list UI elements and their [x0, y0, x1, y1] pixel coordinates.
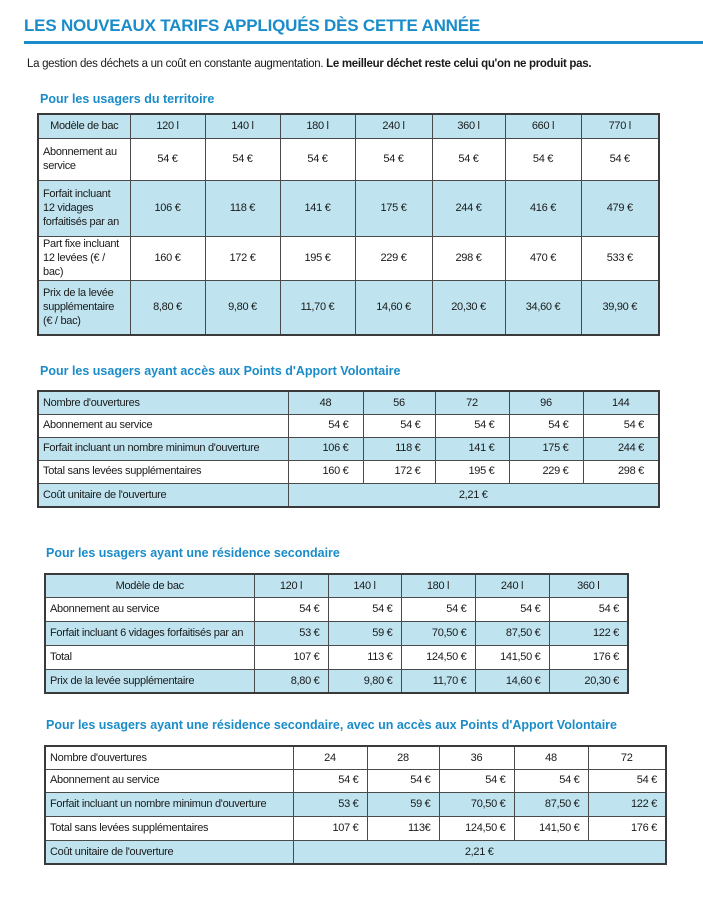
- value-cell: 141,50 €: [514, 816, 588, 840]
- value-cell: 172 €: [363, 460, 435, 483]
- value-cell: 160 €: [130, 236, 205, 280]
- section-title-residence-secondaire: Pour les usagers ayant une résidence secondaire: [46, 546, 340, 560]
- value-cell: 54 €: [328, 597, 401, 621]
- unit-cost-cell: 2,21 €: [288, 483, 659, 507]
- value-cell: 8,80 €: [130, 280, 205, 335]
- header-cell: 96: [509, 391, 583, 414]
- label-line: (€ / bac): [43, 315, 81, 328]
- value-cell: 416 €: [505, 180, 581, 236]
- value-cell: 54 €: [205, 138, 280, 180]
- header-cell: 240 l: [355, 114, 432, 138]
- label-line: Part fixe incluant: [43, 237, 119, 250]
- table-row: [45, 816, 666, 840]
- value-cell: 122 €: [588, 792, 666, 816]
- value-cell: 54 €: [130, 138, 205, 180]
- header-cell: Modèle de bac: [45, 574, 254, 597]
- value-cell: 34,60 €: [505, 280, 581, 335]
- value-cell: 229 €: [509, 460, 583, 483]
- value-cell: 54 €: [288, 414, 363, 437]
- header-cell: 28: [367, 746, 439, 769]
- table-row: [38, 138, 659, 180]
- row-label: [38, 280, 130, 335]
- table-row: [45, 792, 666, 816]
- value-cell: 11,70 €: [280, 280, 355, 335]
- value-cell: 54 €: [254, 597, 328, 621]
- value-cell: 54 €: [514, 769, 588, 792]
- value-cell: 124,50 €: [401, 645, 475, 669]
- table-row: [38, 280, 659, 335]
- value-cell: 54 €: [505, 138, 581, 180]
- value-cell: 54 €: [581, 138, 659, 180]
- value-cell: 106 €: [130, 180, 205, 236]
- value-cell: 172 €: [205, 236, 280, 280]
- value-cell: 298 €: [432, 236, 505, 280]
- value-cell: 141 €: [280, 180, 355, 236]
- header-cell: 180 l: [401, 574, 475, 597]
- value-cell: 9,80 €: [205, 280, 280, 335]
- value-cell: 244 €: [432, 180, 505, 236]
- label-line: forfaitisés par an: [43, 216, 119, 229]
- row-label: Prix de la levée supplémentaire: [45, 669, 254, 693]
- value-cell: 106 €: [288, 437, 363, 460]
- row-label: Coût unitaire de l'ouverture: [45, 840, 293, 864]
- table-territoire: [37, 113, 660, 336]
- table-row: [38, 180, 659, 236]
- value-cell: 54 €: [588, 769, 666, 792]
- intro-text: [27, 58, 687, 70]
- section-title-territoire: Pour les usagers du territoire: [40, 92, 215, 106]
- header-cell: 660 l: [505, 114, 581, 138]
- table-row: [45, 621, 628, 645]
- row-label: [38, 138, 130, 180]
- table-residence-secondaire: [44, 573, 629, 694]
- value-cell: 54 €: [280, 138, 355, 180]
- row-label: [38, 180, 130, 236]
- value-cell: 20,30 €: [549, 669, 628, 693]
- value-cell: 14,60 €: [475, 669, 549, 693]
- value-cell: 195 €: [280, 236, 355, 280]
- value-cell: 533 €: [581, 236, 659, 280]
- value-cell: 175 €: [355, 180, 432, 236]
- value-cell: 70,50 €: [439, 792, 514, 816]
- header-cell: 56: [363, 391, 435, 414]
- value-cell: 59 €: [367, 792, 439, 816]
- value-cell: 229 €: [355, 236, 432, 280]
- title-rule: [24, 41, 703, 44]
- header-cell: 360 l: [549, 574, 628, 597]
- intro-bold: Le meilleur déchet reste celui qu'on ne produit pas.: [326, 58, 592, 70]
- table-header-row: [38, 391, 659, 414]
- section-title-pav: Pour les usagers ayant accès aux Points d'Apport Volontaire: [40, 364, 401, 378]
- header-cell: 120 l: [130, 114, 205, 138]
- value-cell: 70,50 €: [401, 621, 475, 645]
- row-label: [38, 236, 130, 280]
- value-cell: 20,30 €: [432, 280, 505, 335]
- header-cell: 140 l: [328, 574, 401, 597]
- row-label: Forfait incluant un nombre minimun d'ouverture: [38, 437, 288, 460]
- header-cell: 180 l: [280, 114, 355, 138]
- row-label: Total sans levées supplémentaires: [45, 816, 293, 840]
- value-cell: 118 €: [205, 180, 280, 236]
- label-line: Prix de la levée: [43, 286, 114, 299]
- value-cell: 54 €: [475, 597, 549, 621]
- value-cell: 54 €: [439, 769, 514, 792]
- value-cell: 14,60 €: [355, 280, 432, 335]
- value-cell: 39,90 €: [581, 280, 659, 335]
- row-label: Abonnement au service: [45, 769, 293, 792]
- label-line: service: [43, 160, 76, 172]
- value-cell: 53 €: [254, 621, 328, 645]
- row-label: Abonnement au service: [38, 414, 288, 437]
- value-cell: 54 €: [509, 414, 583, 437]
- value-cell: 54 €: [549, 597, 628, 621]
- value-cell: 176 €: [588, 816, 666, 840]
- header-cell: 770 l: [581, 114, 659, 138]
- table-row: [45, 645, 628, 669]
- row-label: Forfait incluant un nombre minimun d'ouverture: [45, 792, 293, 816]
- header-cell: Nombre d'ouvertures: [45, 746, 293, 769]
- header-cell: 48: [514, 746, 588, 769]
- row-label: Forfait incluant 6 vidages forfaitisés par an: [45, 621, 254, 645]
- table-row: [45, 669, 628, 693]
- value-cell: 11,70 €: [401, 669, 475, 693]
- value-cell: 107 €: [293, 816, 367, 840]
- row-label: Coût unitaire de l'ouverture: [38, 483, 288, 507]
- value-cell: 54 €: [432, 138, 505, 180]
- table-row: [38, 437, 659, 460]
- value-cell: 141 €: [435, 437, 509, 460]
- table-header-row: [45, 746, 666, 769]
- value-cell: 54 €: [583, 414, 659, 437]
- header-cell: 36: [439, 746, 514, 769]
- value-cell: 54 €: [435, 414, 509, 437]
- value-cell: 118 €: [363, 437, 435, 460]
- header-cell: 72: [588, 746, 666, 769]
- value-cell: 59 €: [328, 621, 401, 645]
- table-row: [45, 769, 666, 792]
- label-line: supplémentaire: [43, 301, 115, 314]
- header-cell: 360 l: [432, 114, 505, 138]
- value-cell: 175 €: [509, 437, 583, 460]
- value-cell: 479 €: [581, 180, 659, 236]
- value-cell: 244 €: [583, 437, 659, 460]
- table-row: [45, 840, 666, 864]
- unit-cost-cell: 2,21 €: [293, 840, 666, 864]
- value-cell: 54 €: [363, 414, 435, 437]
- header-cell: Modèle de bac: [38, 114, 130, 138]
- table-row: [38, 414, 659, 437]
- row-label: Abonnement au service: [45, 597, 254, 621]
- value-cell: 54 €: [355, 138, 432, 180]
- label-line: 12 vidages: [43, 201, 94, 214]
- value-cell: 298 €: [583, 460, 659, 483]
- value-cell: 54 €: [367, 769, 439, 792]
- value-cell: 54 €: [401, 597, 475, 621]
- table-header-row: [45, 574, 628, 597]
- header-cell: 48: [288, 391, 363, 414]
- value-cell: 113 €: [328, 645, 401, 669]
- header-cell: Nombre d'ouvertures: [38, 391, 288, 414]
- table-header-row: [38, 114, 659, 138]
- value-cell: 54 €: [293, 769, 367, 792]
- header-cell: 240 l: [475, 574, 549, 597]
- row-label: Total sans levées supplémentaires: [38, 460, 288, 483]
- row-label: Total: [45, 645, 254, 669]
- value-cell: 113€: [367, 816, 439, 840]
- value-cell: 124,50 €: [439, 816, 514, 840]
- header-cell: 120 l: [254, 574, 328, 597]
- label-line: Abonnement au: [43, 145, 117, 158]
- table-row: [38, 236, 659, 280]
- section-title-residence-secondaire-pav: Pour les usagers ayant une résidence secondaire, avec un accès aux Points d'Apport Volontaire: [46, 718, 617, 732]
- value-cell: 470 €: [505, 236, 581, 280]
- header-cell: 24: [293, 746, 367, 769]
- table-row: [38, 483, 659, 507]
- value-cell: 107 €: [254, 645, 328, 669]
- label-line: Forfait incluant: [43, 187, 111, 200]
- table-row: [38, 460, 659, 483]
- value-cell: 141,50 €: [475, 645, 549, 669]
- value-cell: 9,80 €: [328, 669, 401, 693]
- header-cell: 72: [435, 391, 509, 414]
- table-row: [45, 597, 628, 621]
- value-cell: 160 €: [288, 460, 363, 483]
- value-cell: 122 €: [549, 621, 628, 645]
- value-cell: 195 €: [435, 460, 509, 483]
- table-residence-secondaire-pav: [44, 745, 667, 865]
- table-pav: [37, 390, 660, 508]
- value-cell: 8,80 €: [254, 669, 328, 693]
- header-cell: 140 l: [205, 114, 280, 138]
- page-title: LES NOUVEAUX TARIFS APPLIQUÉS DÈS CETTE ANNÉE: [24, 16, 481, 35]
- intro-normal: La gestion des déchets a un coût en constante augmentation.: [27, 58, 327, 70]
- value-cell: 176 €: [549, 645, 628, 669]
- value-cell: 53 €: [293, 792, 367, 816]
- header-cell: 144: [583, 391, 659, 414]
- value-cell: 87,50 €: [475, 621, 549, 645]
- value-cell: 87,50 €: [514, 792, 588, 816]
- label-line: 12 levées (€ / bac): [43, 251, 105, 279]
